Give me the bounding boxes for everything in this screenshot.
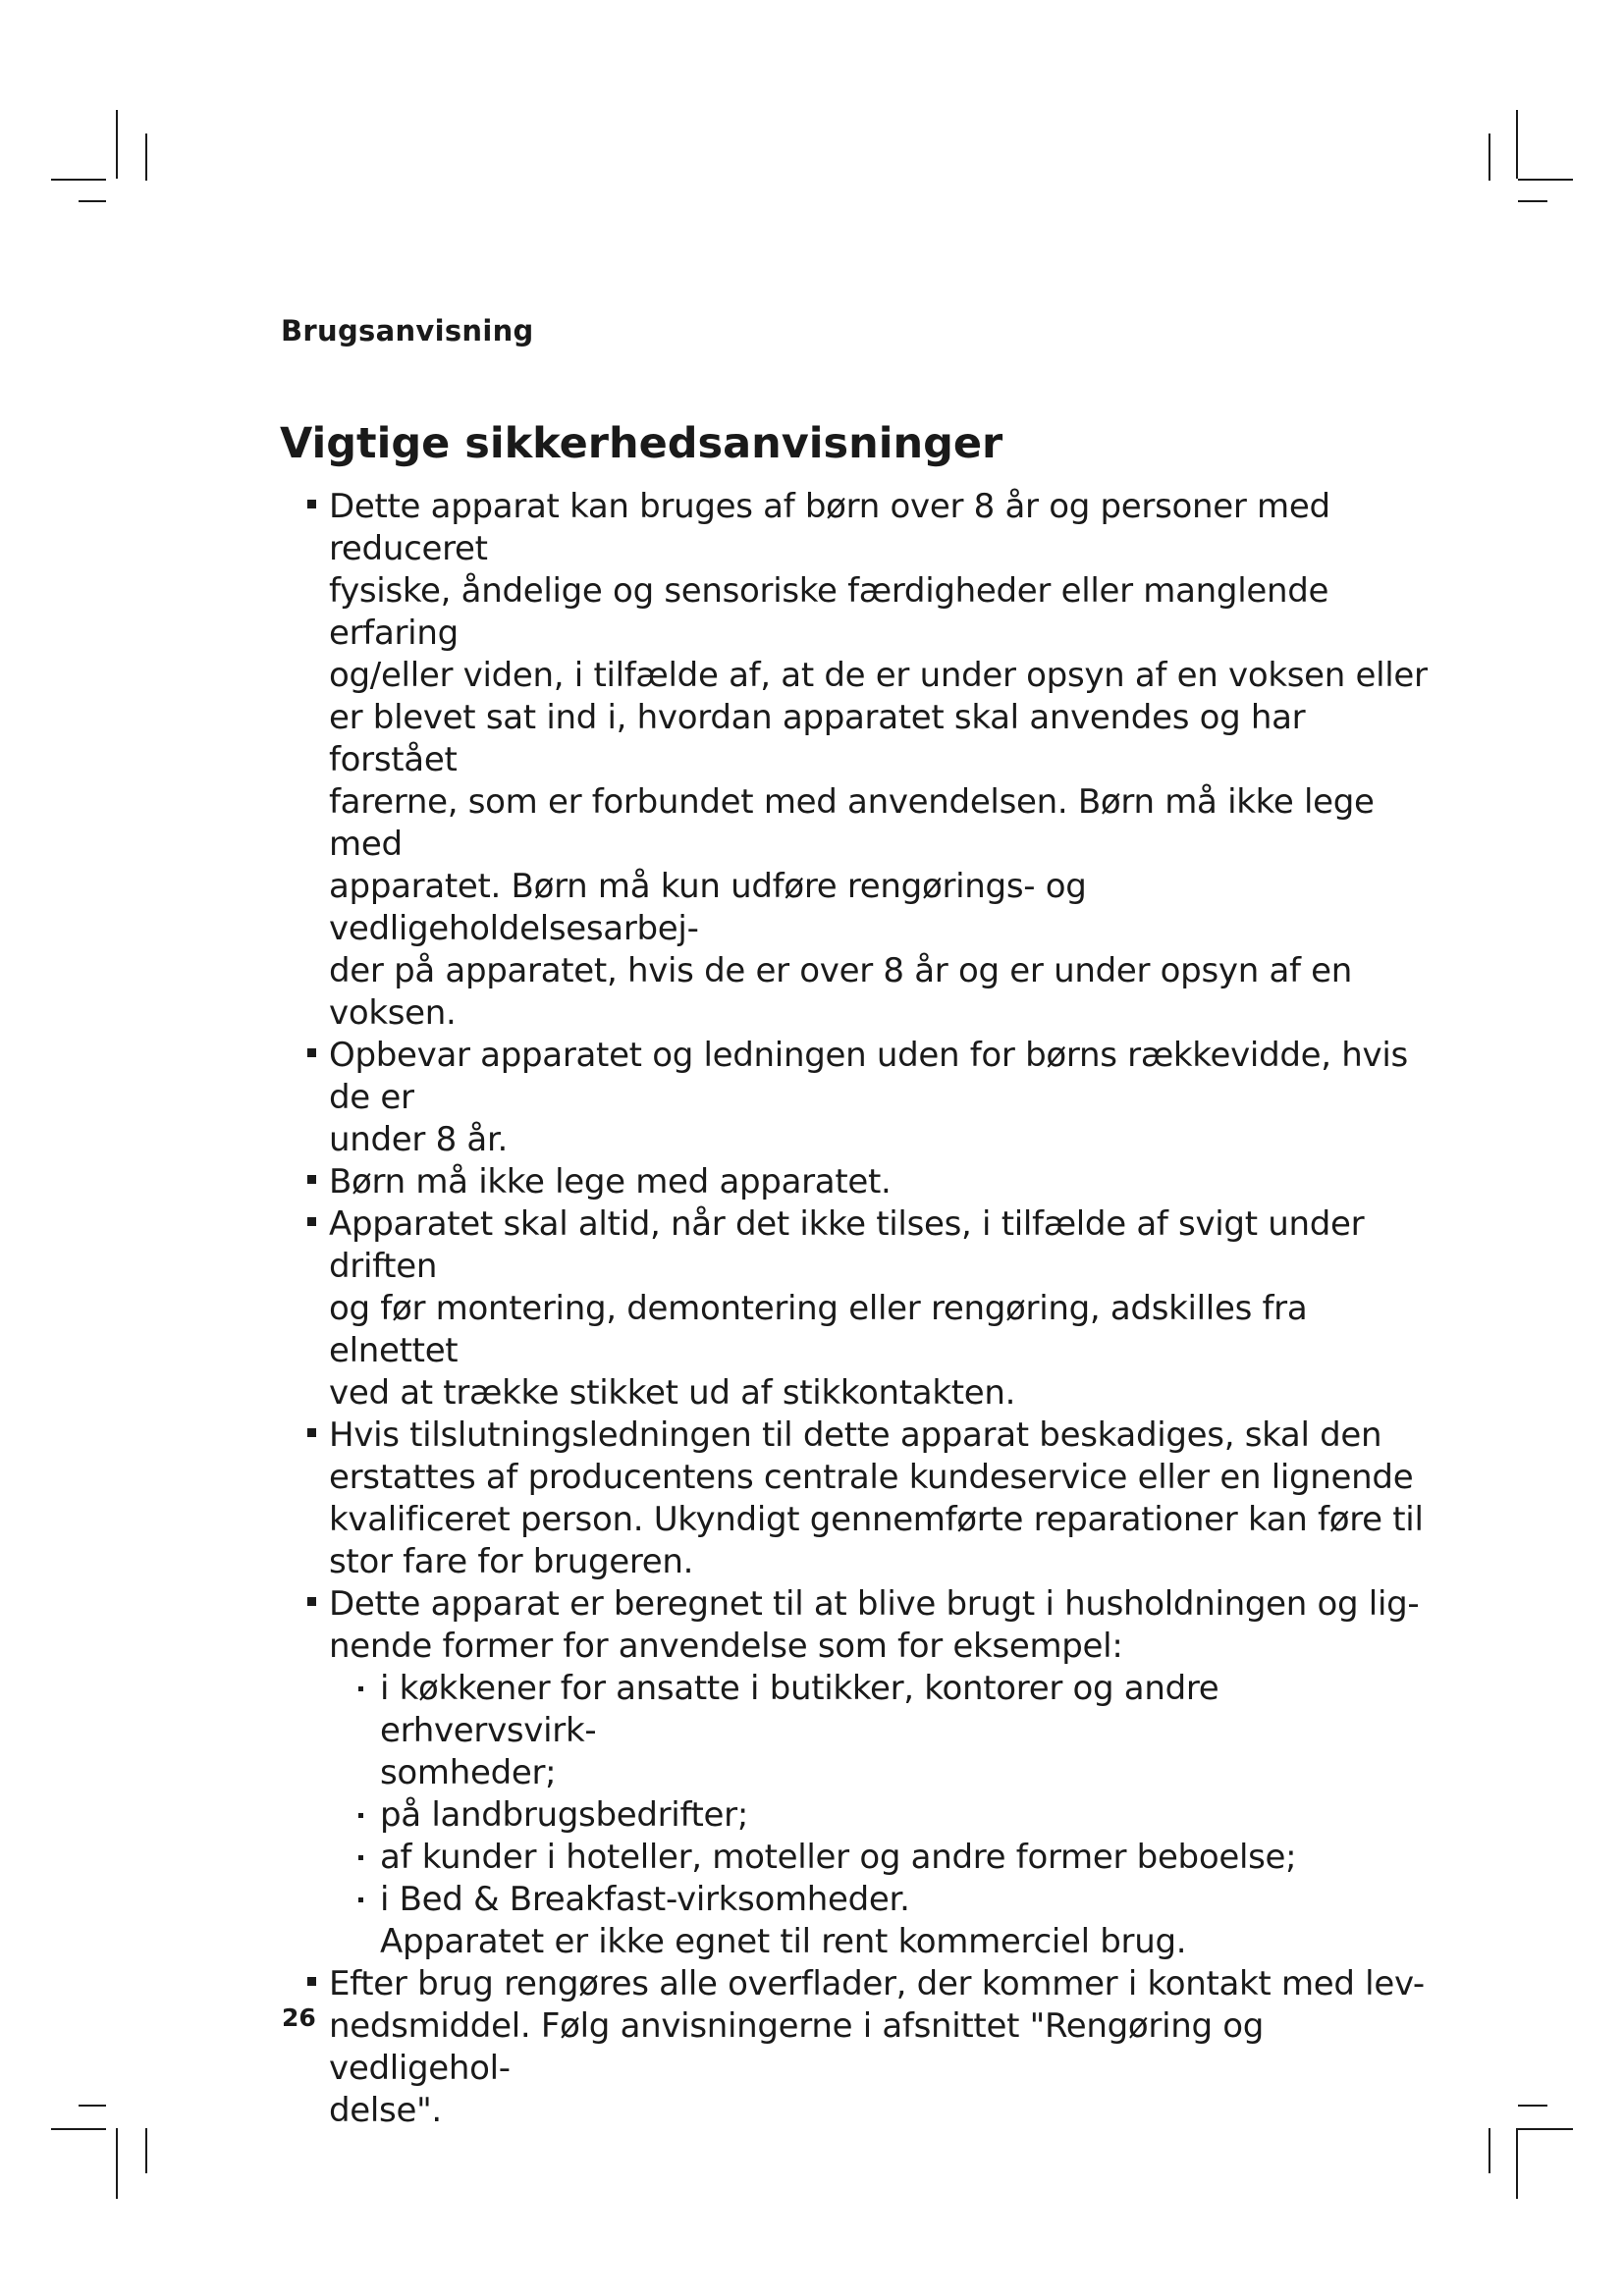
dot-bullet-icon <box>358 1897 363 1902</box>
sub-list-item-text: i køkkener for ansatte i butikker, kontorer og andre erhvervsvirk- somheder; <box>380 1669 1219 1792</box>
square-bullet-icon <box>307 500 316 508</box>
list-item-text: Dette apparat kan bruges af børn over 8 år og personer med reduceret fysiske, åndelige og sensoriske færdigheder eller manglende erfaring og/eller viden, i tilfælde af, at de er under opsyn af en voksen eller er blevet sat ind i, hvordan apparatet skal anvendes og har forstået farerne, som er forbundet med anvendelsen. Børn må ikke lege med apparatet. Børn må kun udføre rengørings- og vedligeholdelsesarbej- der på apparatet, hvis de er over 8 år og er under opsyn af en voksen. <box>329 487 1428 1033</box>
square-bullet-icon <box>307 1217 316 1226</box>
list-item-text: Hvis tilslutningsledningen til dette apparat beskadiges, skal den erstattes af producentens centrale kundeservice eller en lignende kvalificeret person. Ukyndigt gennemførte reparationer kan føre til stor fare for brugeren. <box>329 1415 1424 1581</box>
page-number: 26 <box>282 2003 316 2032</box>
crop-mark <box>1489 2128 1490 2173</box>
list-item <box>307 1161 1436 1203</box>
safety-instructions <box>307 486 1436 2132</box>
list-item <box>307 486 1436 1035</box>
crop-mark <box>1516 110 1518 179</box>
running-header: Brugsanvisning <box>281 314 534 347</box>
crop-mark <box>116 110 118 179</box>
sub-list-item-text: i Bed & Breakfast-virksomheder. <box>380 1880 910 1919</box>
list-item <box>307 1203 1436 1415</box>
sub-list-item <box>358 1668 1436 1794</box>
sub-list-item <box>358 1837 1436 1879</box>
crop-mark <box>145 2128 147 2173</box>
crop-mark <box>116 2128 118 2199</box>
square-bullet-icon <box>307 1428 316 1437</box>
list-item-text: Apparatet skal altid, når det ikke tilses, i tilfælde af svigt under driften og før montering, demontering eller rengøring, adskilles fra elnettet ved at trække stikket ud af stikkontakten. <box>329 1204 1365 1413</box>
list-item-text: Dette apparat er beregnet til at blive brugt i husholdningen og lig- nende former for anvendelse som for eksempel: <box>329 1584 1420 1666</box>
list-item-text: Efter brug rengøres alle overflader, der kommer i kontakt med lev- nedsmiddel. Følg anvisningerne i afsnittet "Rengøring og vedligehol- delse". <box>329 1964 1425 2130</box>
crop-mark <box>1518 2105 1547 2107</box>
crop-mark <box>145 133 147 181</box>
crop-mark <box>1489 133 1490 181</box>
square-bullet-icon <box>307 1175 316 1184</box>
list-item <box>307 1035 1436 1161</box>
crop-mark <box>1516 2128 1518 2199</box>
crop-mark <box>79 2105 106 2107</box>
sub-list-item <box>358 1794 1436 1837</box>
list-item <box>307 1583 1436 1668</box>
crop-mark <box>51 2128 106 2130</box>
sub-list-item <box>358 1879 1436 1921</box>
list-item-text: Børn må ikke lege med apparatet. <box>329 1162 892 1201</box>
list-item-text: Opbevar apparatet og ledningen uden for børns rækkevidde, hvis de er under 8 år. <box>329 1036 1408 1159</box>
square-bullet-icon <box>307 1048 316 1057</box>
sub-list-item-text: på landbrugsbedrifter; <box>380 1795 749 1835</box>
square-bullet-icon <box>307 1977 316 1986</box>
dot-bullet-icon <box>358 1813 363 1818</box>
list-item <box>307 1415 1436 1583</box>
sub-list-item-text: af kunder i hoteller, moteller og andre former beboelse; <box>380 1838 1297 1877</box>
crop-mark <box>1518 179 1573 181</box>
crop-mark <box>1518 200 1547 202</box>
square-bullet-icon <box>307 1597 316 1606</box>
crop-mark <box>51 179 106 181</box>
usage-note: Apparatet er ikke egnet til rent kommerciel brug. <box>380 1922 1187 1961</box>
list-item <box>307 1963 1436 2132</box>
dot-bullet-icon <box>358 1686 363 1691</box>
dot-bullet-icon <box>358 1855 363 1860</box>
page-title: Vigtige sikkerhedsanvisninger <box>280 419 1003 468</box>
crop-mark <box>79 200 106 202</box>
crop-mark <box>1518 2128 1573 2130</box>
